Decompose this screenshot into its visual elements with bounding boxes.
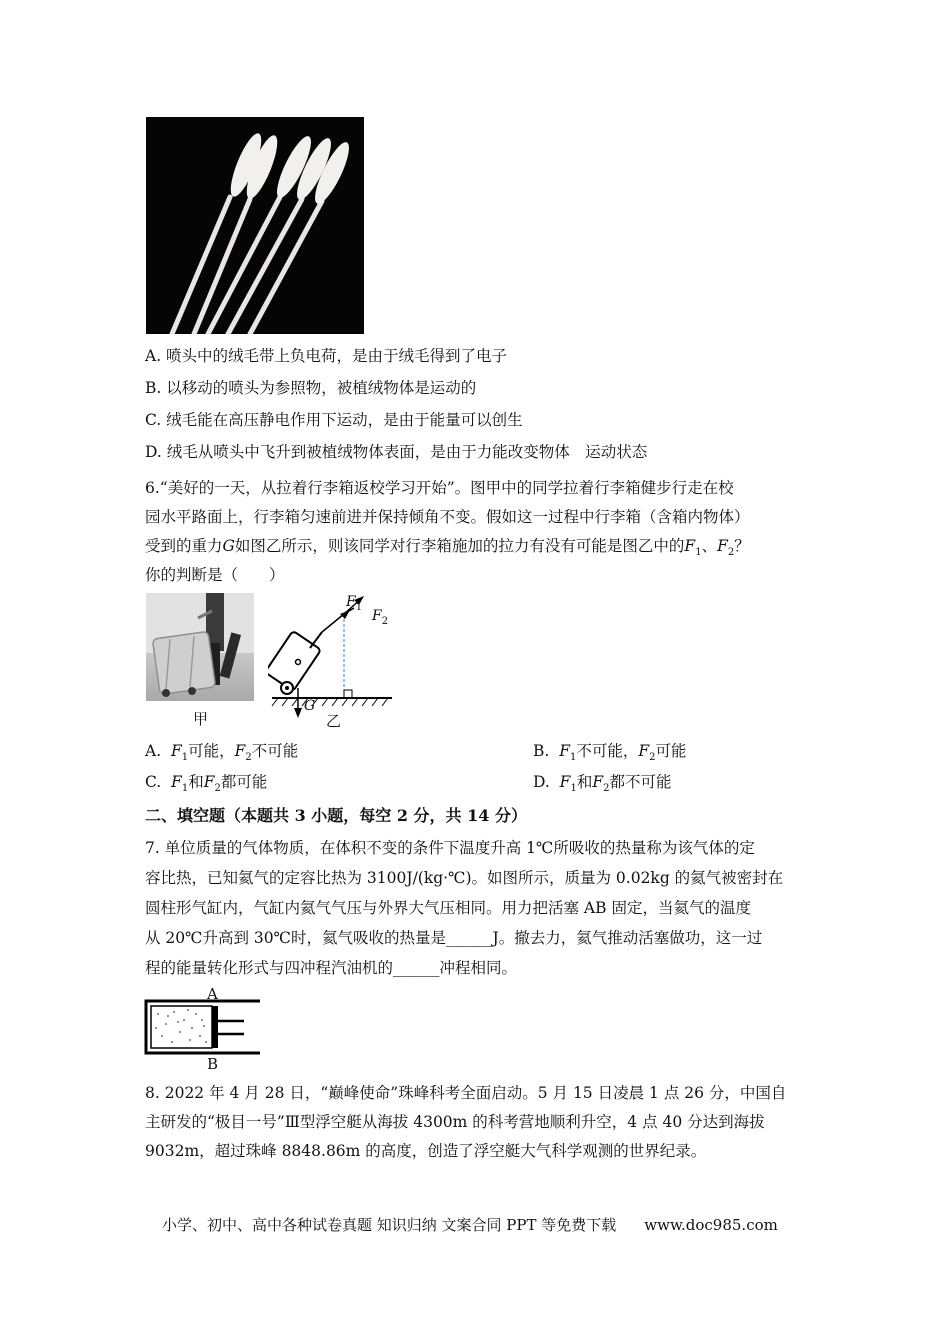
q5-option-a: A. 喷头中的绒毛带上负电荷，是由于绒毛得到了电子 xyxy=(145,347,508,365)
cylinder-label-b: B xyxy=(207,1055,219,1073)
q8-line-3: 9032m，超过珠峰 8848.86m 的高度，创造了浮空艇大气科学观测的世界纪录。 xyxy=(145,1142,707,1160)
q6-option-a: A. $F_1$可能，$F_2$不可能 xyxy=(145,742,299,764)
label-f2: $F_2$ xyxy=(372,608,389,627)
q6-option-b: B. $F_1$不可能，$F_2$可能 xyxy=(533,742,687,764)
q5-option-b: B. 以移动的喷头为参照物，被植绒物体是运动的 xyxy=(145,379,477,397)
q6-stem-line-3: 受到的重力G如图乙所示，则该同学对行李箱施加的拉力有没有可能是图乙中的$F_1$、$F_2$？ xyxy=(145,537,750,559)
q6-stem-line-2: 园水平路面上，行李箱匀速前进并保持倾角不变。假如这一过程中行李箱（含箱内物体） xyxy=(145,508,750,526)
q7-line-2: 容比热，已知氦气的定容比热为 3100J/(kg·℃)。如图所示，质量为 0.02kg 的氦气被密封在 xyxy=(145,869,784,887)
luggage-photo xyxy=(146,593,254,701)
cylinder-label-a: A xyxy=(207,985,218,1003)
force-diagram xyxy=(268,594,396,728)
q8-line-2: 主研发的“极目一号”Ⅲ型浮空艇从海拔 4300m 的科考营地顺利升空，4 点 40 分达到海拔 xyxy=(145,1113,765,1131)
caption-jia: 甲 xyxy=(193,710,209,728)
cylinder-diagram xyxy=(144,984,264,1072)
label-g: G xyxy=(304,698,316,714)
footer-text: 小学、初中、高中各种试卷真题 知识归纳 文案合同 PPT 等免费下载 xyxy=(162,1216,617,1234)
q7-line-1: 7. 单位质量的气体物质，在体积不变的条件下温度升高 1℃所吸收的热量称为该气体的定 xyxy=(145,839,755,857)
q7-line-4: 从 20℃升高到 30℃时，氦气吸收的热量是______J。撤去力，氦气推动活塞做功，这一过 xyxy=(145,929,763,947)
section-2-title: 二、填空题（本题共 3 小题，每空 2 分，共 14 分） xyxy=(145,806,527,825)
q6-option-d: D. $F_1$和$F_2$都不可能 xyxy=(533,773,672,795)
q7-line-5: 程的能量转化形式与四冲程汽油机的______冲程相同。 xyxy=(145,959,518,977)
caption-yi: 乙 xyxy=(326,712,342,730)
q5-option-c: C. 绒毛能在高压静电作用下运动，是由于能量可以创生 xyxy=(145,411,523,429)
q7-line-3: 圆柱形气缸内，气缸内氦气气压与外界大气压相同。用力把活塞 AB 固定，当氦气的温度 xyxy=(145,899,751,917)
q8-line-1: 8. 2022 年 4 月 28 日，“巅峰使命”珠峰科考全面启动。5 月 15 日凌晨 1 点 26 分，中国自 xyxy=(145,1084,787,1102)
footer-url[interactable]: www.doc985.com xyxy=(644,1216,778,1234)
label-f1: $F_1$ xyxy=(346,594,363,613)
footer xyxy=(162,1214,778,1235)
q6-option-c: C. $F_1$和$F_2$都可能 xyxy=(145,773,268,795)
q5-option-d: D. 绒毛从喷头中飞升到被植绒物体表面，是由于力能改变物体 运动状态 xyxy=(145,443,648,461)
swab-photo xyxy=(146,117,364,334)
q6-stem-line-1: 6.“美好的一天，从拉着行李箱返校学习开始”。图甲中的同学拉着行李箱健步行走在校 xyxy=(145,479,734,497)
q6-stem-line-4: 你的判断是（ ） xyxy=(145,566,285,584)
